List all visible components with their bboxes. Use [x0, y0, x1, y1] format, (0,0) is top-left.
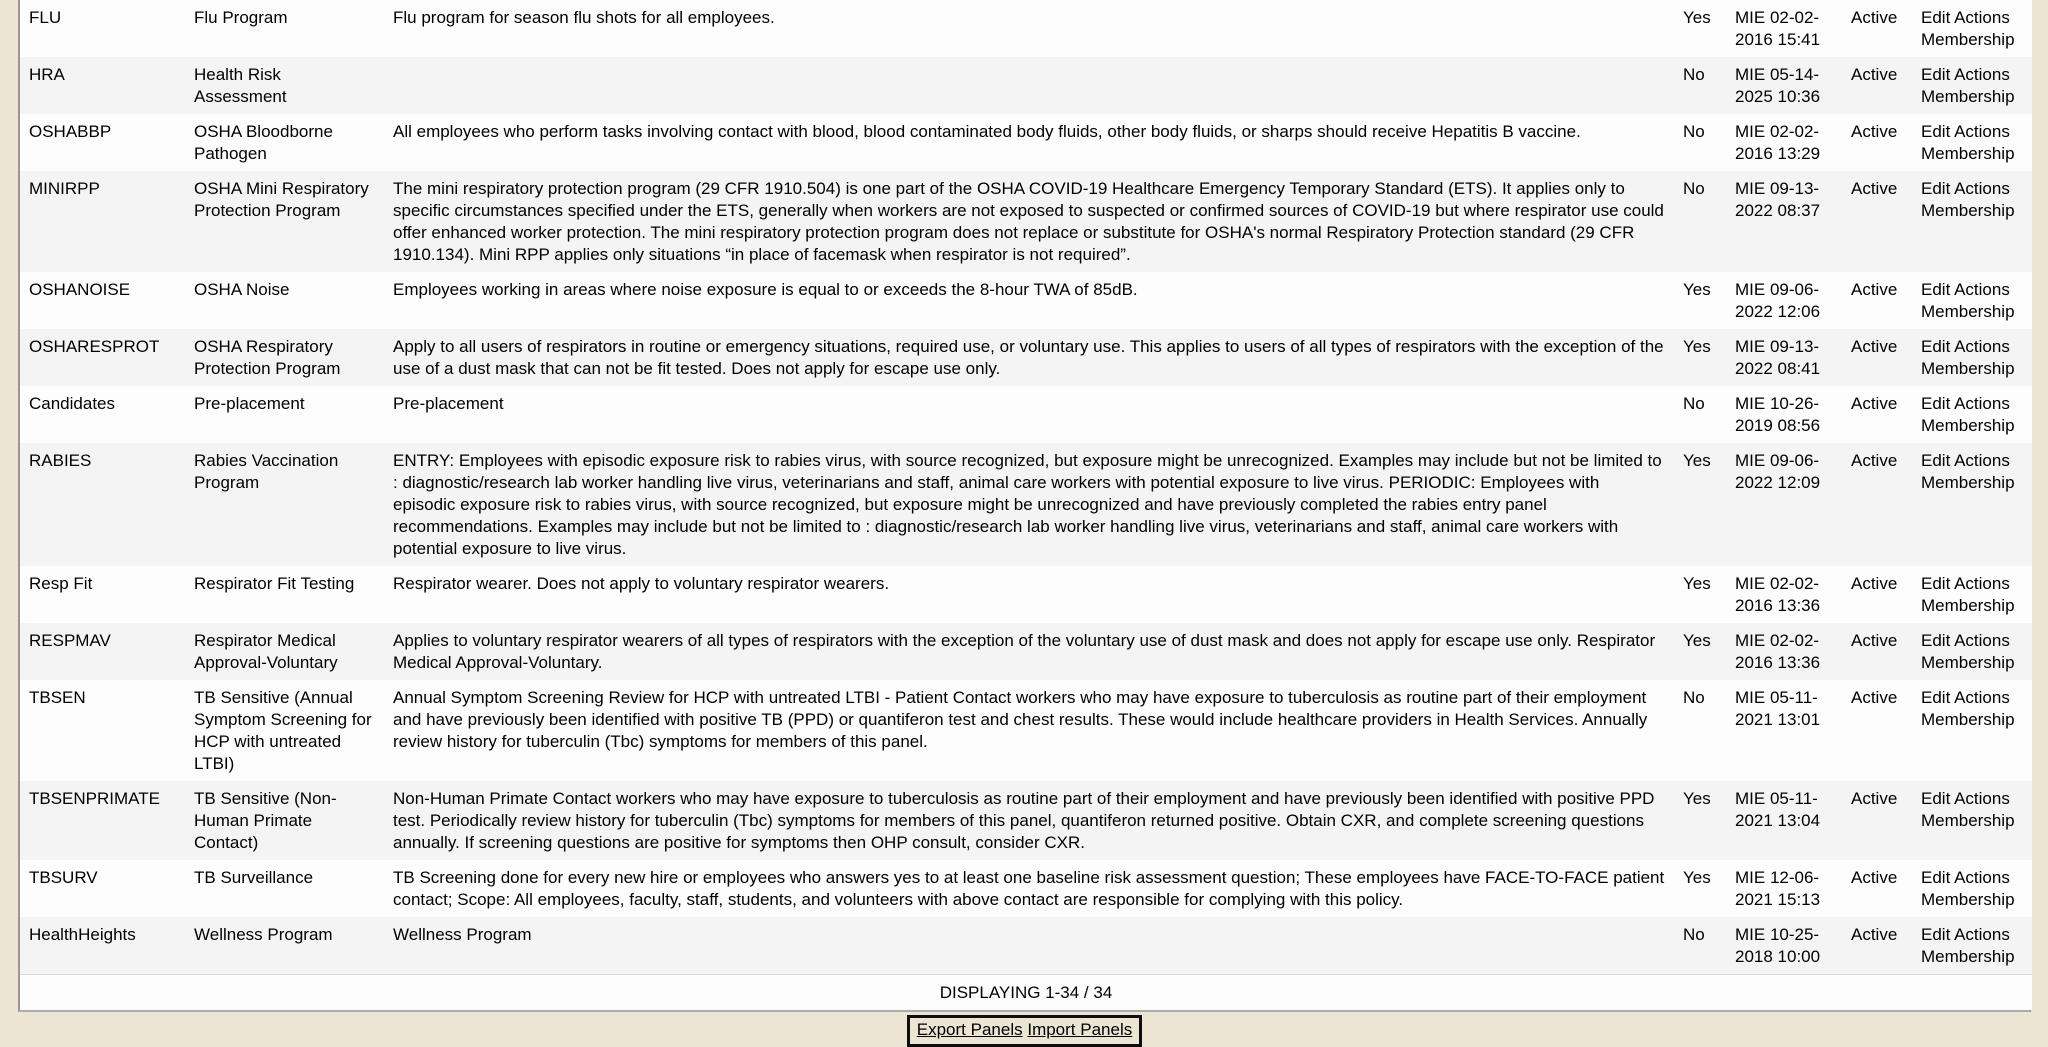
actions-cell	[1912, 171, 2032, 272]
status-cell: Active	[1851, 122, 1898, 141]
status-cell: Active	[1851, 394, 1898, 413]
actions-link[interactable]: Actions	[1954, 337, 2010, 356]
panel-name-cell: Pre-placement	[194, 394, 305, 413]
pagination-row	[20, 975, 2032, 1011]
table-row	[20, 680, 2032, 781]
panel-code-cell: RESPMAV	[29, 631, 111, 650]
last-modified-cell: MIE 09-06-2022 12:06	[1735, 280, 1821, 321]
table-row	[20, 272, 2032, 329]
status-cell: Active	[1851, 688, 1898, 707]
required-flag-cell: No	[1683, 925, 1705, 944]
panel-description-cell: TB Screening done for every new hire or employees who answers yes to at least one baseline risk assessment question; These employees have FACE-TO-FACE patient contact; Scope: All employees, faculty, staff, students, and volunteers with above contact are responsible for complying with this policy.	[393, 868, 1665, 909]
panel-code-cell: HealthHeights	[29, 925, 136, 944]
actions-cell	[1912, 917, 2032, 975]
actions-cell	[1912, 781, 2032, 860]
actions-cell	[1912, 272, 2032, 329]
status-cell: Active	[1851, 65, 1898, 84]
membership-link[interactable]: Membership	[1921, 596, 2015, 615]
actions-link[interactable]: Actions	[1954, 179, 2010, 198]
required-flag-cell: Yes	[1683, 574, 1711, 593]
actions-cell	[1912, 443, 2032, 566]
edit-link[interactable]: Edit	[1921, 65, 1951, 84]
required-flag-cell: No	[1683, 122, 1705, 141]
panel-description-cell: ENTRY: Employees with episodic exposure risk to rabies virus, with source recognized, but exposure might be unrecognized. Examples may include but not be limited to : diagnostic/research lab worker handling live virus, veterinarians and staff, animal care workers with potential exposure to live virus. PERIODIC: Employees with episodic exposure risk to rabies virus, with source recognized, but exposure might be unrecognized and have previously completed the rabies entry panel recommendations. Examples may include but not be limited to : diagnostic/research lab worker handling live virus, veterinarians and staff, animal care workers with potential exposure to live virus.	[393, 451, 1662, 558]
panel-description-cell: Employees working in areas where noise exposure is equal to or exceeds the 8-hour TWA of 85dB.	[393, 280, 1138, 299]
edit-link[interactable]: Edit	[1921, 337, 1951, 356]
table-row	[20, 171, 2032, 272]
membership-link[interactable]: Membership	[1921, 30, 2015, 49]
panel-name-cell: TB Surveillance	[194, 868, 314, 887]
table-row	[20, 623, 2032, 680]
actions-cell	[1912, 566, 2032, 623]
panel-description-cell: Flu program for season flu shots for all employees.	[393, 8, 775, 27]
panel-tools-box	[907, 1015, 1142, 1047]
required-flag-cell: No	[1683, 179, 1705, 198]
actions-link[interactable]: Actions	[1954, 280, 2010, 299]
actions-link[interactable]: Actions	[1954, 574, 2010, 593]
panel-code-cell: FLU	[29, 8, 62, 27]
panel-description-cell: Annual Symptom Screening Review for HCP with untreated LTBI - Patient Contact workers who may have exposure to tuberculosis as routine part of their employment and have previously been identified with positive TB (PPD) or quantiferon test and chest results. These would include healthcare providers in Health Services. Annually review history for tuberculin (Tbc) symptoms for members of this panel.	[393, 688, 1648, 751]
required-flag-cell: Yes	[1683, 337, 1711, 356]
status-cell: Active	[1851, 631, 1898, 650]
actions-link[interactable]: Actions	[1954, 451, 2010, 470]
required-flag-cell: Yes	[1683, 631, 1711, 650]
actions-link[interactable]: Actions	[1954, 631, 2010, 650]
required-flag-cell: Yes	[1683, 8, 1711, 27]
last-modified-cell: MIE 09-06-2022 12:09	[1735, 451, 1821, 492]
panel-description-cell: Pre-placement	[393, 394, 504, 413]
status-cell: Active	[1851, 574, 1898, 593]
status-cell: Active	[1851, 451, 1898, 470]
panel-name-cell: OSHA Mini Respiratory Protection Program	[194, 179, 369, 220]
actions-cell	[1912, 57, 2032, 114]
last-modified-cell: MIE 02-02-2016 13:29	[1735, 122, 1821, 163]
table-row	[20, 566, 2032, 623]
status-cell: Active	[1851, 789, 1898, 808]
panel-code-cell: Candidates	[29, 394, 116, 413]
membership-link[interactable]: Membership	[1921, 302, 2015, 321]
edit-link[interactable]: Edit	[1921, 868, 1951, 887]
edit-link[interactable]: Edit	[1921, 574, 1951, 593]
status-cell: Active	[1851, 280, 1898, 299]
edit-link[interactable]: Edit	[1921, 789, 1951, 808]
last-modified-cell: MIE 09-13-2022 08:37	[1735, 179, 1821, 220]
required-flag-cell: No	[1683, 65, 1705, 84]
actions-link[interactable]: Actions	[1954, 8, 2010, 27]
membership-link[interactable]: Membership	[1921, 710, 2015, 729]
status-cell: Active	[1851, 925, 1898, 944]
export-panels-link[interactable]: Export Panels	[916, 1020, 1023, 1039]
panel-description-cell: Apply to all users of respirators in routine or emergency situations, required use, or voluntary use. This applies to users of all types of respirators with the exception of the use of a dust mask that can not be fit tested. Does not apply for escape use only.	[393, 337, 1664, 378]
table-row	[20, 860, 2032, 917]
last-modified-cell: MIE 09-13-2022 08:41	[1735, 337, 1821, 378]
table-row	[20, 57, 2032, 114]
actions-link[interactable]: Actions	[1954, 122, 2010, 141]
panel-description-cell: Applies to voluntary respirator wearers of all types of respirators with the exception of the voluntary use of dust mask and does not apply for escape use only. Respirator Medical Approval-Voluntary.	[393, 631, 1656, 672]
import-panels-link[interactable]: Import Panels	[1027, 1020, 1133, 1039]
panel-description-cell	[384, 57, 1674, 114]
last-modified-cell: MIE 10-25-2018 10:00	[1735, 925, 1821, 966]
last-modified-cell: MIE 05-11-2021 13:04	[1735, 789, 1821, 830]
membership-link[interactable]: Membership	[1921, 144, 2015, 163]
actions-cell	[1912, 0, 2032, 57]
panel-name-cell: OSHA Respiratory Protection Program	[194, 337, 341, 378]
required-flag-cell: Yes	[1683, 280, 1711, 299]
actions-link[interactable]: Actions	[1954, 925, 2010, 944]
actions-link[interactable]: Actions	[1954, 688, 2010, 707]
panel-code-cell: HRA	[29, 65, 65, 84]
actions-cell	[1912, 680, 2032, 781]
panel-name-cell: OSHA Bloodborne Pathogen	[194, 122, 333, 163]
panel-name-cell: Wellness Program	[194, 925, 333, 944]
membership-link[interactable]: Membership	[1921, 87, 2015, 106]
table-row	[20, 781, 2032, 860]
edit-link[interactable]: Edit	[1921, 688, 1951, 707]
panel-code-cell: OSHANOISE	[29, 280, 131, 299]
membership-link[interactable]: Membership	[1921, 201, 2015, 220]
table-row	[20, 0, 2032, 57]
membership-link[interactable]: Membership	[1921, 811, 2015, 830]
table-row	[20, 329, 2032, 386]
table-row	[20, 114, 2032, 171]
pagination-text: DISPLAYING 1-34 / 34	[20, 975, 2032, 1011]
actions-link[interactable]: Actions	[1954, 789, 2010, 808]
panel-name-cell: Respirator Fit Testing	[194, 574, 355, 593]
panel-code-cell: OSHABBP	[29, 122, 112, 141]
panel-code-cell: MINIRPP	[29, 179, 100, 198]
panel-description-cell: Respirator wearer. Does not apply to voluntary respirator wearers.	[393, 574, 890, 593]
panel-code-cell: OSHARESPROT	[29, 337, 160, 356]
panel-name-cell: TB Sensitive (Non-Human Primate Contact)	[194, 789, 337, 852]
panel-name-cell: Respirator Medical Approval-Voluntary	[194, 631, 338, 672]
status-cell: Active	[1851, 337, 1898, 356]
table-row	[20, 443, 2032, 566]
panel-tools-bar	[18, 1015, 2031, 1047]
last-modified-cell: MIE 02-02-2016 13:36	[1735, 631, 1821, 672]
edit-link[interactable]: Edit	[1921, 179, 1951, 198]
panel-description-cell: Wellness Program	[393, 925, 532, 944]
membership-link[interactable]: Membership	[1921, 416, 2015, 435]
panel-code-cell: RABIES	[29, 451, 92, 470]
table-row	[20, 386, 2032, 443]
membership-link[interactable]: Membership	[1921, 947, 2015, 966]
last-modified-cell: MIE 02-02-2016 15:41	[1735, 8, 1821, 49]
edit-link[interactable]: Edit	[1921, 451, 1951, 470]
panel-code-cell: TBSEN	[29, 688, 86, 707]
last-modified-cell: MIE 12-06-2021 15:13	[1735, 868, 1821, 909]
required-flag-cell: No	[1683, 394, 1705, 413]
table-row	[20, 917, 2032, 975]
panel-code-cell: TBSURV	[29, 868, 98, 887]
membership-link[interactable]: Membership	[1921, 890, 2015, 909]
panels-table-frame	[18, 0, 2031, 1012]
actions-cell	[1912, 114, 2032, 171]
panels-table	[20, 0, 2032, 1010]
status-cell: Active	[1851, 179, 1898, 198]
actions-cell	[1912, 860, 2032, 917]
edit-link[interactable]: Edit	[1921, 925, 1951, 944]
panel-description-cell: Non-Human Primate Contact workers who may have exposure to tuberculosis as routine part of their employment and have previously been identified with positive PPD test. Periodically review history for tuberculin (Tbc) symptoms for members of this panel, quantiferon returned positive. Obtain CXR, and complete screening questions annually. If screening questions are positive for symptoms then OHP consult, consider CXR.	[393, 789, 1655, 852]
panel-description-cell: The mini respiratory protection program (29 CFR 1910.504) is one part of the OSHA COVID-19 Healthcare Emergency Temporary Standard (ETS). It applies only to specific circumstances specified under the ETS, generally when workers are not exposed to suspected or confirmed sources of COVID-19 but where respirator use could offer enhanced worker protection. The mini respiratory protection program does not replace or substitute for OSHA's normal Respiratory Protection standard (29 CFR 1910.134). Mini RPP applies only situations “in place of facemask when respirator is not required”.	[393, 179, 1664, 264]
actions-cell	[1912, 623, 2032, 680]
actions-link[interactable]: Actions	[1954, 394, 2010, 413]
actions-cell	[1912, 386, 2032, 443]
edit-link[interactable]: Edit	[1921, 631, 1951, 650]
membership-link[interactable]: Membership	[1921, 473, 2015, 492]
panel-code-cell: TBSENPRIMATE	[29, 789, 160, 808]
panel-description-cell: All employees who perform tasks involving contact with blood, blood contaminated body fluids, other body fluids, or sharps should receive Hepatitis B vaccine.	[393, 122, 1581, 141]
membership-link[interactable]: Membership	[1921, 359, 2015, 378]
membership-link[interactable]: Membership	[1921, 653, 2015, 672]
status-cell: Active	[1851, 868, 1898, 887]
edit-link[interactable]: Edit	[1921, 122, 1951, 141]
required-flag-cell: Yes	[1683, 789, 1711, 808]
status-cell: Active	[1851, 8, 1898, 27]
panel-name-cell: TB Sensitive (Annual Symptom Screening for HCP with untreated LTBI)	[194, 688, 372, 773]
actions-cell	[1912, 329, 2032, 386]
last-modified-cell: MIE 10-26-2019 08:56	[1735, 394, 1821, 435]
last-modified-cell: MIE 02-02-2016 13:36	[1735, 574, 1821, 615]
last-modified-cell: MIE 05-14-2025 10:36	[1735, 65, 1821, 106]
edit-link[interactable]: Edit	[1921, 8, 1951, 27]
edit-link[interactable]: Edit	[1921, 394, 1951, 413]
panel-name-cell: Health Risk Assessment	[194, 65, 287, 106]
last-modified-cell: MIE 05-11-2021 13:01	[1735, 688, 1821, 729]
required-flag-cell: Yes	[1683, 868, 1711, 887]
panel-name-cell: Rabies Vaccination Program	[194, 451, 339, 492]
required-flag-cell: No	[1683, 688, 1705, 707]
edit-link[interactable]: Edit	[1921, 280, 1951, 299]
required-flag-cell: Yes	[1683, 451, 1711, 470]
panel-name-cell: Flu Program	[194, 8, 288, 27]
panel-code-cell: Resp Fit	[29, 574, 93, 593]
actions-link[interactable]: Actions	[1954, 868, 2010, 887]
panel-name-cell: OSHA Noise	[194, 280, 290, 299]
actions-link[interactable]: Actions	[1954, 65, 2010, 84]
